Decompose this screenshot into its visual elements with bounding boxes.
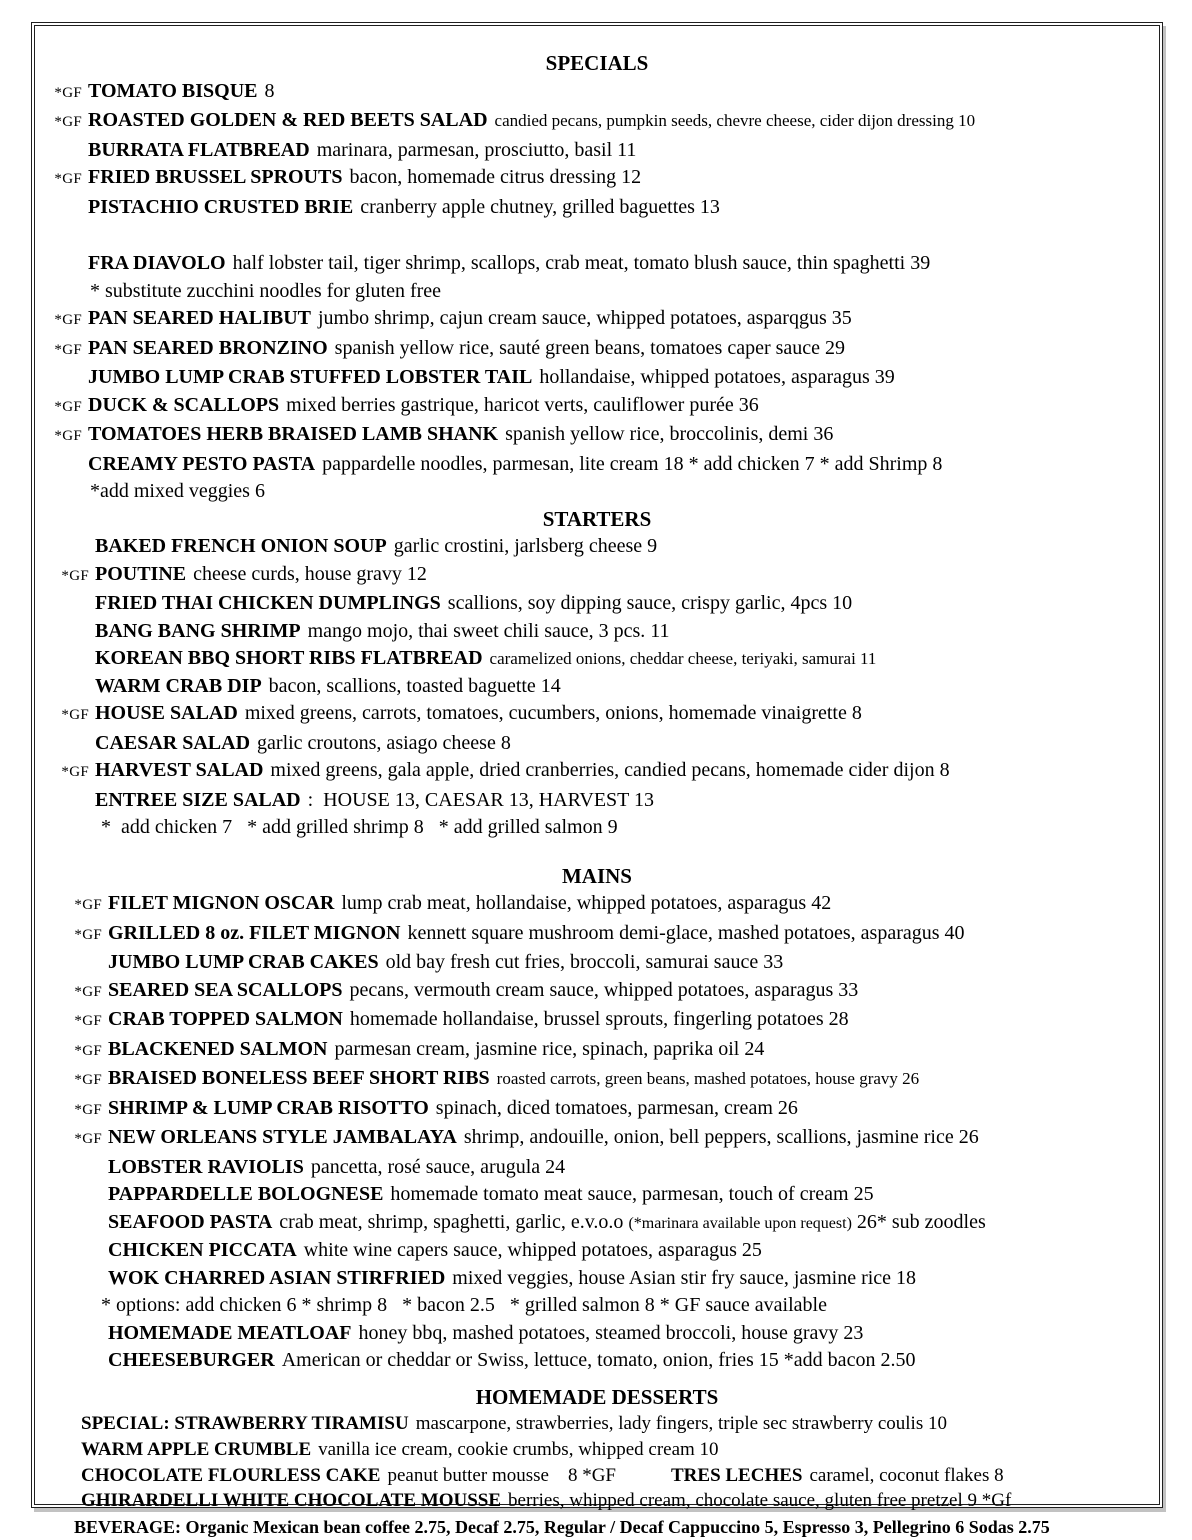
menu-item [35, 730, 1159, 758]
item-desc: peanut butter mousse 8 *GF [387, 1464, 616, 1486]
item-desc: pecans, vermouth cream sauce, whipped potatoes, asparagus 33 [349, 978, 859, 1001]
menu-item [35, 1154, 1159, 1182]
menu-item [35, 1320, 1159, 1348]
item-name: ROASTED GOLDEN & RED BEETS SALAD [88, 109, 488, 131]
menu-item [35, 1124, 1159, 1154]
item-name: HOUSE SALAD [95, 702, 238, 724]
item-name: JUMBO LUMP CRAB STUFFED LOBSTER TAIL [88, 366, 533, 388]
gf-marker: *GF [74, 926, 102, 943]
item-name: FRA DIAVOLO [88, 252, 226, 274]
item-name: FRIED BRUSSEL SPROUTS [88, 166, 343, 188]
item-name: GHIRARDELLI WHITE CHOCOLATE MOUSSE [81, 1490, 502, 1512]
item-desc: caramelized onions, cheddar cheese, teriyaki, samurai 11 [489, 649, 877, 668]
menu-item [35, 392, 1159, 422]
menu-note: * options: add chicken 6 * shrimp 8 * bacon 2.5 * grilled salmon 8 * GF sauce available [101, 1294, 827, 1316]
menu-item [35, 137, 1159, 165]
item-desc: white wine capers sauce, whipped potatoes, asparagus 25 [303, 1239, 762, 1261]
item-desc: hollandaise, whipped potatoes, asparagus 39 [539, 366, 895, 388]
gf-marker: *GF [54, 171, 82, 187]
gf-marker: *GF [61, 764, 89, 780]
menu-item [35, 590, 1159, 618]
item-desc: mango mojo, thai sweet chili sauce, 3 pcs. 11 [307, 619, 670, 642]
item-name: JUMBO LUMP CRAB CAKES [108, 951, 379, 973]
item-desc: American or cheddar or Swiss, lettuce, tomato, onion, fries 15 *add bacon 2.50 [281, 1349, 916, 1371]
item-name: SPECIAL: STRAWBERRY TIRAMISU [81, 1413, 409, 1434]
item-desc: garlic croutons, asiago cheese 8 [257, 731, 511, 754]
item-desc: marinara, parmesan, prosciutto, basil 11 [316, 138, 637, 161]
item-name: WOK CHARRED ASIAN STIRFRIED [108, 1266, 446, 1289]
item-desc: candied pecans, pumpkin seeds, chevre cheese, cider dijon dressing 10 [494, 111, 976, 130]
item-desc: spinach, diced tomatoes, parmesan, cream 26 [435, 1096, 798, 1119]
section-starters [35, 506, 1159, 842]
menu-item [35, 561, 1159, 591]
menu-item [35, 194, 1159, 222]
item-desc: vanilla ice cream, cookie crumbs, whipped cream 10 [318, 1438, 719, 1460]
item-name: NEW ORLEANS STYLE JAMBALAYA [108, 1126, 457, 1148]
item-desc-after: 26* sub zoodles [851, 1210, 986, 1233]
menu-item [35, 305, 1159, 335]
menu-item [35, 1095, 1159, 1125]
gf-marker: *GF [54, 84, 82, 101]
item-desc: honey bbq, mashed potatoes, steamed broccoli, house gravy 23 [358, 1321, 864, 1344]
item-name: BANG BANG SHRIMP [95, 619, 301, 642]
gf-marker: *GF [74, 983, 102, 1000]
item-desc: roasted carrots, green beans, mashed potatoes, house gravy 26 [496, 1069, 920, 1088]
gf-marker: *GF [54, 312, 82, 328]
menu-item [35, 757, 1159, 787]
item-desc: mixed greens, gala apple, dried cranberries, candied pecans, homemade cider dijon 8 [270, 759, 950, 781]
menu-page [31, 22, 1163, 1538]
menu-item [35, 1411, 1159, 1437]
item-name: CHOCOLATE FLOURLESS CAKE [81, 1464, 381, 1486]
menu-item [35, 533, 1159, 561]
item-name: BAKED FRENCH ONION SOUP [95, 535, 387, 557]
item-desc-paren: (*marinara available upon request) [628, 1214, 852, 1232]
item-desc: half lobster tail, tiger shrimp, scallops, crab meat, tomato blush sauce, thin spaghetti 39 [232, 252, 931, 274]
menu-item [35, 618, 1159, 646]
section-heading-starters: STARTERS [542, 506, 652, 531]
item-desc: mascarpone, strawberries, lady fingers, triple sec strawberry coulis 10 [415, 1413, 947, 1434]
gf-marker: *GF [74, 1072, 102, 1088]
gf-marker: *GF [54, 341, 82, 358]
menu-item [35, 1181, 1159, 1209]
menu-note: * add chicken 7 * add grilled shrimp 8 * add grilled salmon 9 [101, 816, 618, 838]
gf-marker: *GF [74, 1131, 102, 1147]
item-desc: crab meat, shrimp, spaghetti, garlic, e.v.o.o [279, 1210, 629, 1233]
item-name: BLACKENED SALMON [108, 1037, 328, 1060]
item-name: CHICKEN PICCATA [108, 1239, 297, 1261]
item-desc: cheese curds, house gravy 12 [193, 562, 427, 585]
menu-item [35, 164, 1159, 194]
menu-item [35, 335, 1159, 365]
item-name: PISTACHIO CRUSTED BRIE [88, 195, 354, 218]
gf-marker: *GF [74, 1013, 102, 1029]
item-desc: homemade tomato meat sauce, parmesan, touch of cream 25 [390, 1183, 874, 1205]
menu-item [35, 1209, 1159, 1238]
menu-item [35, 949, 1159, 977]
item-desc: 8 [264, 79, 275, 102]
item-desc: bacon, scallions, toasted baguette 14 [268, 674, 561, 697]
item-name: KOREAN BBQ SHORT RIBS FLATBREAD [95, 647, 483, 669]
item-desc: spanish yellow rice, broccolinis, demi 36 [505, 423, 834, 445]
item-name: HOMEMADE MEATLOAF [108, 1321, 352, 1344]
item-name: CRAB TOPPED SALMON [108, 1008, 343, 1030]
menu-item [35, 1437, 1159, 1463]
section-desserts [35, 1384, 1159, 1515]
item-desc: homemade hollandaise, brussel sprouts, fingerling potatoes 28 [349, 1008, 849, 1030]
menu-item [35, 787, 1159, 815]
item-name: SHRIMP & LUMP CRAB RISOTTO [108, 1096, 429, 1119]
menu-item [35, 451, 1159, 479]
menu-note: * substitute zucchini noodles for gluten free [90, 279, 442, 302]
item-name: CAESAR SALAD [95, 731, 251, 754]
menu-item [35, 1065, 1159, 1095]
item-name: SEAFOOD PASTA [108, 1210, 273, 1233]
item-desc: kennett square mushroom demi-glace, mashed potatoes, asparagus 40 [407, 921, 965, 944]
item-desc: : HOUSE 13, CAESAR 13, HARVEST 13 [307, 788, 655, 811]
item-name: WARM CRAB DIP [95, 674, 262, 697]
gf-marker: *GF [54, 398, 82, 415]
item-name: LOBSTER RAVIOLIS [108, 1155, 304, 1178]
gf-marker: *GF [54, 428, 82, 444]
item-name: BRAISED BONELESS BEEF SHORT RIBS [108, 1067, 490, 1089]
item-name: TOMATO BISQUE [88, 79, 258, 102]
item-name: TOMATOES HERB BRAISED LAMB SHANK [88, 423, 499, 445]
section-heading-specials: SPECIALS [545, 51, 649, 75]
gf-marker: *GF [74, 1042, 102, 1059]
menu-item [35, 78, 1159, 108]
item-desc: cranberry apple chutney, grilled baguettes 13 [360, 195, 720, 218]
menu-item [35, 700, 1159, 730]
item-name: GRILLED 8 oz. FILET MIGNON [108, 921, 401, 944]
item-desc: mixed greens, carrots, tomatoes, cucumbers, onions, homemade vinaigrette 8 [244, 702, 862, 724]
item-desc: mixed berries gastrique, haricot verts, cauliflower purée 36 [286, 393, 759, 416]
menu-item [35, 645, 1159, 673]
gf-marker: *GF [74, 897, 102, 913]
item-desc: scallions, soy dipping sauce, crispy garlic, 4pcs 10 [447, 592, 853, 614]
section-heading-desserts: HOMEMADE DESSERTS [475, 1384, 719, 1409]
menu-item [35, 1347, 1159, 1375]
item-desc: garlic crostini, jarlsberg cheese 9 [393, 535, 658, 557]
beverage-line: BEVERAGE: Organic Mexican bean coffee 2.75, Decaf 2.75, Regular / Decaf Cappuccino 5, Espresso 3, Pellegrino 6 Sodas 2.75 [74, 1517, 1050, 1538]
menu-item [35, 977, 1159, 1007]
menu-item [35, 1006, 1159, 1036]
item-desc: jumbo shrimp, cajun cream sauce, whipped potatoes, asparqgus 35 [318, 307, 852, 329]
item-name: PAPPARDELLE BOLOGNESE [108, 1183, 384, 1205]
item-desc: mixed veggies, house Asian stir fry sauce, jasmine rice 18 [452, 1266, 917, 1289]
item-desc: pappardelle noodles, parmesan, lite cream 18 * add chicken 7 * add Shrimp 8 [322, 452, 943, 475]
item-desc: bacon, homemade citrus dressing 12 [349, 166, 642, 188]
section-specials [35, 50, 1159, 506]
item-name: PAN SEARED BRONZINO [88, 336, 328, 359]
menu-item [35, 364, 1159, 392]
item-desc-2: caramel, coconut flakes 8 [809, 1464, 1004, 1486]
item-desc: parmesan cream, jasmine rice, spinach, paprika oil 24 [334, 1037, 765, 1060]
menu-sections [35, 50, 1159, 1514]
item-desc: spanish yellow rice, sauté green beans, tomatoes caper sauce 29 [334, 336, 846, 359]
item-name: ENTREE SIZE SALAD [95, 788, 301, 811]
menu-item [35, 673, 1159, 701]
item-name: SEARED SEA SCALLOPS [108, 978, 343, 1001]
menu-item [35, 1463, 1159, 1489]
menu-item [35, 1488, 1159, 1514]
item-name: POUTINE [95, 562, 187, 585]
menu-item [35, 1265, 1159, 1293]
item-name: PAN SEARED HALIBUT [88, 307, 311, 329]
item-name: WARM APPLE CRUMBLE [81, 1438, 312, 1460]
item-name: BURRATA FLATBREAD [88, 138, 310, 161]
item-desc: pancetta, rosé sauce, arugula 24 [310, 1155, 566, 1178]
gf-marker: *GF [61, 567, 89, 584]
section-heading-mains: MAINS [561, 863, 632, 888]
menu-item [35, 107, 1159, 137]
menu-item [35, 890, 1159, 920]
menu-item [35, 250, 1159, 278]
item-desc: shrimp, andouille, onion, bell peppers, scallions, jasmine rice 26 [463, 1126, 979, 1148]
item-name: CHEESEBURGER [108, 1349, 275, 1371]
gf-marker: *GF [54, 114, 82, 130]
menu-note: *add mixed veggies 6 [90, 480, 265, 502]
gf-marker: *GF [61, 707, 89, 723]
item-name: DUCK & SCALLOPS [88, 393, 280, 416]
item-name: FILET MIGNON OSCAR [108, 892, 335, 914]
item-name: HARVEST SALAD [95, 759, 264, 781]
menu-item [35, 1237, 1159, 1265]
item-desc: lump crab meat, hollandaise, whipped potatoes, asparagus 42 [341, 892, 832, 914]
section-mains [35, 863, 1159, 1375]
item-name: CREAMY PESTO PASTA [88, 452, 316, 475]
menu-item [35, 920, 1159, 950]
item-desc: berries, whipped cream, chocolate sauce, gluten free pretzel 9 *Gf [508, 1490, 1012, 1512]
item-name-2: TRES LECHES [671, 1464, 803, 1486]
item-name: FRIED THAI CHICKEN DUMPLINGS [95, 592, 441, 614]
item-desc: old bay fresh cut fries, broccoli, samurai sauce 33 [385, 951, 784, 973]
gf-marker: *GF [74, 1101, 102, 1118]
menu-item [35, 421, 1159, 451]
menu-item [35, 1036, 1159, 1066]
